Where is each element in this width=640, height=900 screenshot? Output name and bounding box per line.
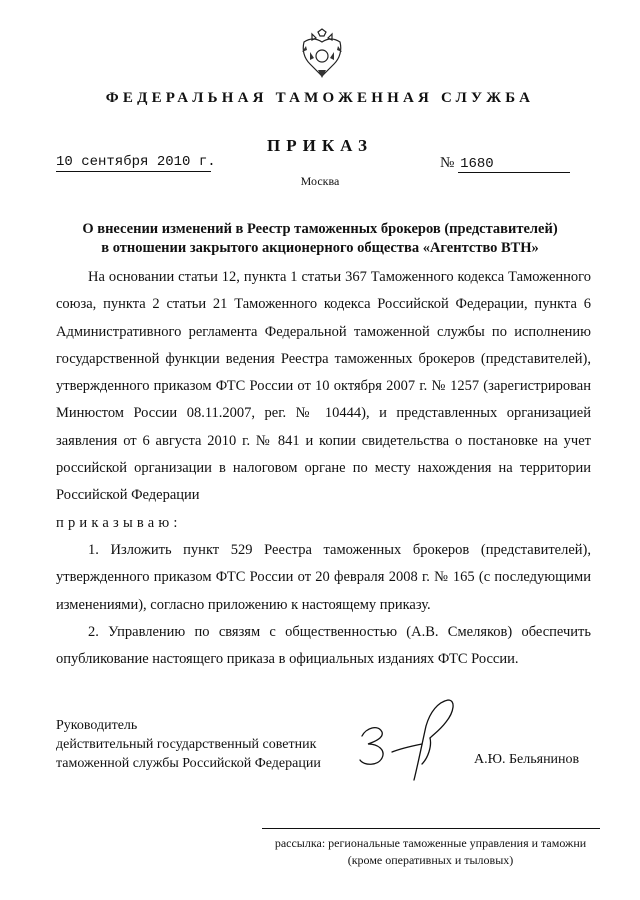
signer-title-line-3: таможенной службы Российской Федерации <box>56 756 321 771</box>
order-subject <box>40 220 600 258</box>
city: Москва <box>300 174 340 188</box>
distribution-line-1: рассылка: региональные таможенные управления и таможни <box>274 836 587 850</box>
order-number-field <box>440 155 570 173</box>
signer-name: А.Ю. Бельянинов <box>474 752 580 767</box>
distribution-divider <box>262 828 600 829</box>
signer-title-line-1: Руководитель <box>56 718 138 733</box>
order-item-1: 1. Изложить пункт 529 Реестра таможенных брокеров (представителей), утвержденного приказом ФТС России от 20 февраля 2008 г. № 165 (с последующими изменениями), согласно приложению к настоящему приказу. <box>56 541 591 613</box>
signer-title <box>56 716 321 773</box>
subject-line-1: О внесении изменений в Реестр таможенных брокеров (представителей) <box>82 221 558 237</box>
distribution-line-2: (кроме оперативных и тыловых) <box>347 853 514 867</box>
distribution-list <box>258 835 603 869</box>
handwritten-signature <box>352 694 472 784</box>
subject-line-2: в отношении закрытого акционерного общества «Агентство ВТН» <box>101 240 539 256</box>
number-sign: № <box>440 155 455 171</box>
order-item-2: 2. Управлению по связям с общественностью (А.В. Смеляков) обеспечить опубликование настоящего приказа в официальных изданиях ФТС России. <box>56 623 591 668</box>
order-number: 1680 <box>458 156 570 173</box>
agency-name: ФЕДЕРАЛЬНАЯ ТАМОЖЕННАЯ СЛУЖБА <box>105 90 535 106</box>
signer-title-line-2: действительный государственный советник <box>56 737 317 752</box>
document-type: ПРИКАЗ <box>267 136 373 155</box>
preamble-paragraph: На основании статьи 12, пункта 1 статьи 367 Таможенного кодекса Таможенного союза, пункта 2 статьи 21 Таможенного кодекса Российской Федерации, пункта 6 Административного регламента Федеральной таможенной службы по исполнению государственной функции ведения Реестра таможенных брокеров (представителей), утвержденного приказом ФТС России от 10 октября 2007 г. № 1257 (зарегистрирован Минюстом России 08.11.2007, рег. № 10444), и представленных организацией заявления от 6 августа 2010 г. № 841 и копии свидетельства о постановке на учет российской организации в налоговом органе по месту нахождения на территории Российской Федерации <box>56 269 591 504</box>
order-date: 10 сентября 2010 г. <box>56 154 216 170</box>
order-word: приказываю: <box>56 514 182 531</box>
order-body <box>56 264 591 673</box>
double-headed-eagle-emblem-icon <box>298 28 346 80</box>
